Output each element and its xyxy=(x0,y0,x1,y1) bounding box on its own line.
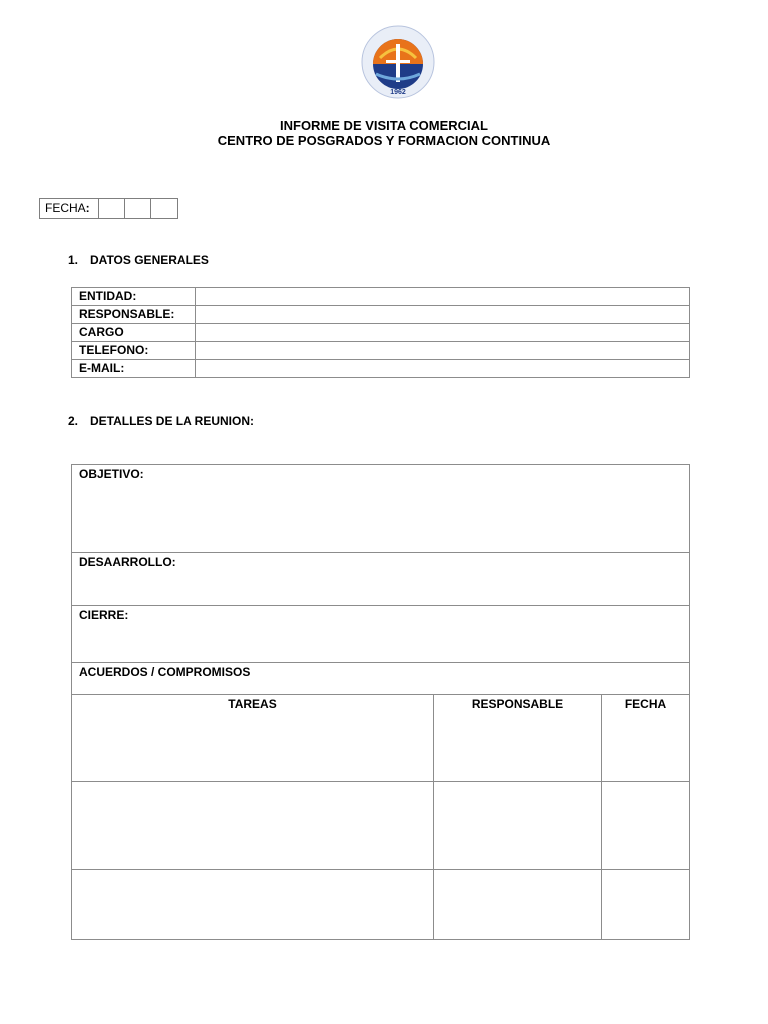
table-row xyxy=(72,288,690,306)
logo-year: 1962 xyxy=(390,89,406,96)
cierre-cell[interactable]: CIERRE: xyxy=(72,606,690,663)
row-label: TELEFONO: xyxy=(72,342,196,360)
acuerdos-heading: ACUERDOS / COMPROMISOS xyxy=(72,663,690,695)
fecha-cell-3[interactable] xyxy=(151,199,177,218)
page-title: INFORME DE VISITA COMERCIAL xyxy=(280,118,488,133)
table-row xyxy=(72,360,690,378)
fecha-cell[interactable] xyxy=(602,870,690,940)
fecha-header: FECHA xyxy=(602,695,690,782)
table-row xyxy=(72,324,690,342)
entidad-value[interactable] xyxy=(196,288,690,306)
cargo-value[interactable] xyxy=(196,324,690,342)
table-row xyxy=(72,342,690,360)
row-label: ENTIDAD: xyxy=(72,288,196,306)
page-subtitle: CENTRO DE POSGRADOS Y FORMACION CONTINUA xyxy=(217,133,551,148)
fecha-cell-1[interactable] xyxy=(99,199,125,218)
datos-generales-table xyxy=(71,287,690,378)
desarrollo-cell[interactable]: DESAARROLLO: xyxy=(72,553,690,606)
tarea-cell[interactable] xyxy=(72,870,434,940)
fecha-field xyxy=(39,198,178,219)
fecha-label: FECHA: xyxy=(40,199,99,218)
tarea-cell[interactable] xyxy=(72,782,434,870)
objetivo-cell[interactable]: OBJETIVO: xyxy=(72,465,690,553)
responsable-value[interactable] xyxy=(196,306,690,324)
responsable-cell[interactable] xyxy=(434,870,602,940)
row-label: RESPONSABLE: xyxy=(72,306,196,324)
detalles-reunion-table xyxy=(71,464,690,940)
responsable-header: RESPONSABLE xyxy=(434,695,602,782)
tareas-header: TAREAS xyxy=(72,695,434,782)
responsable-cell[interactable] xyxy=(434,782,602,870)
table-row xyxy=(72,306,690,324)
fecha-cell-2[interactable] xyxy=(125,199,151,218)
email-value[interactable] xyxy=(196,360,690,378)
university-logo xyxy=(358,22,438,100)
row-label: E-MAIL: xyxy=(72,360,196,378)
fecha-cell[interactable] xyxy=(602,782,690,870)
section-2-heading: 2. DETALLES DE LA REUNION: xyxy=(68,414,254,428)
telefono-value[interactable] xyxy=(196,342,690,360)
section-1-heading: 1. DATOS GENERALES xyxy=(68,253,209,267)
row-label: CARGO xyxy=(72,324,196,342)
